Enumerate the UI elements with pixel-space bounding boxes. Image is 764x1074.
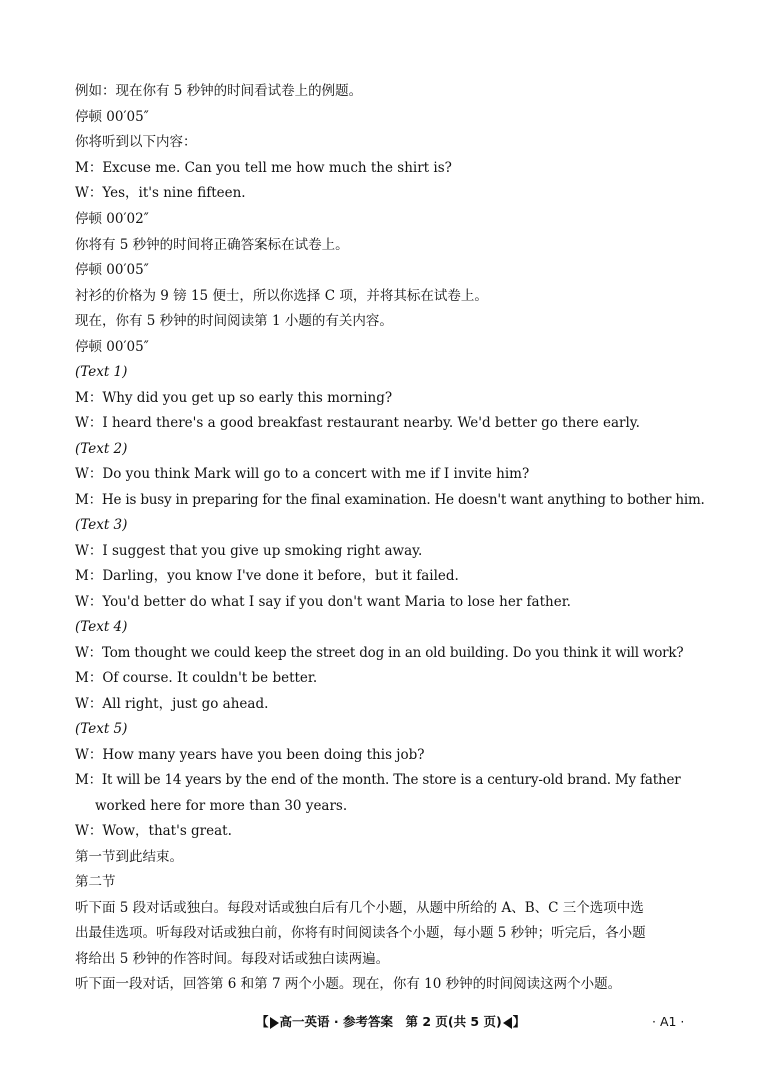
footer-open-bracket: 【 <box>256 1014 269 1029</box>
reverse-triangle-icon <box>503 1017 512 1029</box>
section-end: 第一节到此结束。 <box>75 849 183 865</box>
dialogue-line: W：All right，just go ahead. <box>75 696 269 712</box>
dialogue-line: M：Darling，you know I've done it before，but it failed. <box>75 568 459 584</box>
text-label: (Text 3) <box>75 517 128 533</box>
dialogue-line: W：I heard there's a good breakfast restaurant nearby. We'd better go there early. <box>75 415 640 431</box>
dialogue-line: W：Yes，it's nine fifteen. <box>75 185 246 201</box>
pause-marker: 停顿 00′05″ <box>75 262 149 278</box>
play-triangle-icon <box>270 1017 279 1029</box>
instruction-line: 衬衫的价格为 9 镑 15 便士，所以你选择 C 项，并将其标在试卷上。 <box>75 288 488 304</box>
instruction-paragraph-line: 将给出 5 秒钟的作答时间。每段对话或独白读两遍。 <box>75 951 390 967</box>
dialogue-line: M：Of course. It couldn't be better. <box>75 670 318 686</box>
text-label: (Text 2) <box>75 441 128 457</box>
pause-marker: 停顿 00′02″ <box>75 211 149 227</box>
text-label: (Text 5) <box>75 721 128 737</box>
pause-marker: 停顿 00′05″ <box>75 109 149 125</box>
section-heading: 第二节 <box>75 874 116 890</box>
instruction-paragraph-line: 听下面 5 段对话或独白。每段对话或独白后有几个小题，从题中所给的 A、B、C 三个选项中选 <box>75 900 644 916</box>
pause-marker: 停顿 00′05″ <box>75 339 149 355</box>
dialogue-line: W：How many years have you been doing this job? <box>75 747 425 763</box>
dialogue-line: M：Why did you get up so early this morning? <box>75 390 393 406</box>
dialogue-line: M：Excuse me. Can you tell me how much the shirt is? <box>75 160 452 176</box>
dialogue-line-continued: worked here for more than 30 years. <box>95 798 348 814</box>
dialogue-line: W：Do you think Mark will go to a concert with me if I invite him? <box>75 466 530 482</box>
footer-close-bracket: 】 <box>512 1014 526 1029</box>
dialogue-line: M：It will be 14 years by the end of the month. The store is a century-old brand. My father <box>75 772 681 788</box>
dialogue-line: W：Wow，that's great. <box>75 823 232 839</box>
page-footer <box>0 1012 764 1032</box>
instruction-line: 听下面一段对话，回答第 6 和第 7 两个小题。现在，你有 10 秒钟的时间阅读这两个小题。 <box>75 976 622 992</box>
dialogue-line: W：You'd better do what I say if you don't want Maria to lose her father. <box>75 594 571 610</box>
instruction-line: 你将有 5 秒钟的时间将正确答案标在试卷上。 <box>75 237 349 253</box>
dialogue-line: W：I suggest that you give up smoking right away. <box>75 543 423 559</box>
instruction-paragraph-line: 出最佳选项。听每段对话或独白前，你将有时间阅读各个小题，每小题 5 秒钟；听完后，各小题 <box>75 925 646 941</box>
footer-code: · A1 · <box>652 1014 685 1029</box>
text-label: (Text 1) <box>75 364 128 380</box>
instruction-example: 例如：现在你有 5 秒钟的时间看试卷上的例题。 <box>75 83 363 99</box>
dialogue-line: M：He is busy in preparing for the final examination. He doesn't want anything to bother him. <box>75 492 705 508</box>
footer-page-text: 高一英语 · 参考答案 第 2 页(共 5 页) <box>279 1014 502 1029</box>
instruction-line: 现在，你有 5 秒钟的时间阅读第 1 小题的有关内容。 <box>75 313 393 329</box>
instruction-line: 你将听到以下内容： <box>75 134 197 150</box>
dialogue-line: W：Tom thought we could keep the street dog in an old building. Do you think it will work? <box>75 645 684 661</box>
text-label: (Text 4) <box>75 619 128 635</box>
footer-page-info <box>256 1012 525 1032</box>
